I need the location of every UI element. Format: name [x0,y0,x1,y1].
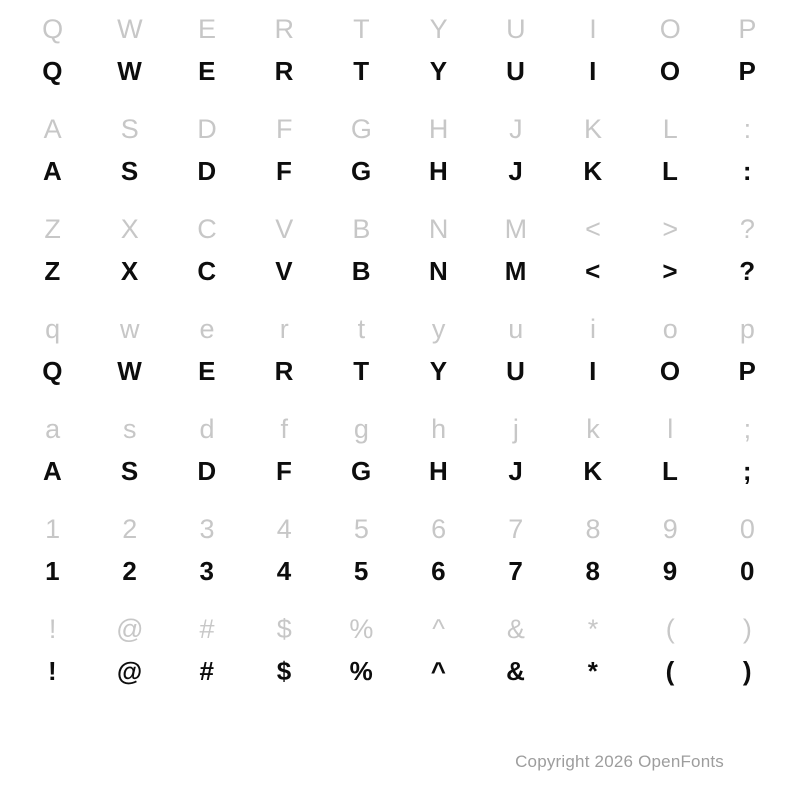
key-label-cell: e [199,314,215,344]
key-row-lower-asdf [0,406,800,454]
key-label-cell: P [738,14,757,44]
key-label-cell: M [504,214,528,244]
key-label-cell: a [45,414,61,444]
glyph-cell: T [353,356,370,386]
key-label-cell: % [349,614,374,644]
key-label-cell: 9 [662,514,678,544]
glyph-cell: O [659,56,681,86]
key-row-lower-qwerty [0,306,800,354]
glyph-cell: P [738,56,757,86]
key-label-cell: Z [44,214,61,244]
glyph-cell: U [506,56,526,86]
key-label-cell: k [586,414,600,444]
glyph-cell: D [197,156,217,186]
glyph-cell: W [117,356,143,386]
glyph-cell: L [662,456,679,486]
key-label-cell: U [506,14,526,44]
glyph-cell: A [42,156,63,186]
key-label-cell: 1 [45,514,61,544]
glyph-cell: ? [739,256,756,286]
glyph-cell: J [508,156,524,186]
key-label-cell: F [275,114,293,144]
key-label-cell: D [197,114,217,144]
key-label-cell: T [353,14,370,44]
key-label-cell: R [274,14,294,44]
glyph-cell: R [274,356,294,386]
glyph-cell: ; [742,456,753,486]
key-label-cell: ( [665,614,675,644]
key-label-cell: d [199,414,215,444]
key-label-cell: p [739,314,755,344]
glyph-row-lower-asdf [0,454,800,506]
key-label-cell: N [428,214,449,244]
glyph-cell: 8 [585,556,601,586]
key-label-cell: 7 [508,514,524,544]
glyph-cell: 0 [739,556,755,586]
glyph-cell: ( [665,656,675,686]
glyph-cell: Q [42,56,63,86]
key-label-cell: ) [742,614,752,644]
key-label-cell: f [280,414,288,444]
glyph-row-upper-qwerty [0,54,800,106]
glyph-cell: G [351,156,372,186]
key-label-cell: r [279,314,289,344]
glyph-cell: R [274,56,294,86]
key-label-cell: K [584,114,603,144]
glyph-cell: A [42,456,63,486]
glyph-cell: W [117,56,143,86]
key-label-cell: * [587,614,599,644]
key-label-cell: : [743,114,752,144]
glyph-cell: Y [429,56,448,86]
glyph-cell: F [276,456,293,486]
glyph-cell: H [428,456,449,486]
glyph-cell: V [275,256,294,286]
glyph-cell: 1 [45,556,61,586]
glyph-cell: * [587,656,599,686]
glyph-cell: U [506,356,526,386]
glyph-cell: H [428,156,449,186]
glyph-cell: ) [742,656,753,686]
glyph-cell: T [353,56,370,86]
copyright-notice: Copyright 2026 OpenFonts [515,752,724,771]
key-label-cell: H [428,114,449,144]
glyph-cell: 2 [122,556,138,586]
key-label-cell: L [662,114,678,144]
key-label-cell: y [431,314,446,344]
glyph-row-lower-qwerty [0,354,800,406]
key-label-cell: s [123,414,137,444]
key-label-cell: E [198,14,217,44]
glyph-cell: Z [44,256,61,286]
key-label-cell: J [509,114,523,144]
glyph-cell: ! [48,656,58,686]
glyph-cell: S [120,156,139,186]
glyph-cell: K [583,156,603,186]
key-label-cell: h [431,414,447,444]
glyph-cell: J [508,456,524,486]
glyph-cell: D [197,456,217,486]
glyph-cell: S [120,456,139,486]
key-row-upper-asdf [0,106,800,154]
key-label-cell: Y [429,14,448,44]
key-row-upper-zxcv [0,206,800,254]
glyph-cell: 6 [431,556,447,586]
glyph-cell: 9 [662,556,678,586]
glyph-row-symbols [0,654,800,706]
key-label-cell: I [589,14,597,44]
glyph-cell: & [506,656,526,686]
glyph-row-upper-asdf [0,154,800,206]
key-label-cell: A [43,114,62,144]
key-label-cell: # [199,614,215,644]
glyph-cell: < [585,256,601,286]
key-label-cell: ^ [432,614,445,644]
key-label-cell: 4 [276,514,292,544]
key-label-cell: V [275,214,294,244]
key-label-cell: @ [116,614,144,644]
key-label-cell: 8 [585,514,601,544]
key-label-cell: 3 [199,514,215,544]
glyph-cell: O [659,356,681,386]
key-label-cell: Q [42,14,64,44]
glyph-cell: K [583,456,603,486]
key-label-cell: 5 [353,514,369,544]
glyph-cell: > [662,256,679,286]
key-label-cell: X [120,214,139,244]
glyph-cell: I [589,356,597,386]
key-label-cell: < [585,214,601,244]
key-label-cell: t [357,314,366,344]
glyph-cell: 3 [199,556,215,586]
key-label-cell: O [659,14,681,44]
glyph-cell: Y [429,356,448,386]
key-label-cell: ! [48,614,57,644]
key-row-digits [0,506,800,554]
glyph-cell: 4 [276,556,292,586]
glyph-cell: 7 [508,556,524,586]
key-label-cell: C [197,214,217,244]
key-label-cell: o [662,314,678,344]
key-label-cell: ; [743,414,752,444]
glyph-cell: $ [276,656,292,686]
key-label-cell: 2 [122,514,138,544]
glyph-cell: : [742,156,753,186]
key-label-cell: ? [739,214,755,244]
glyph-row-upper-zxcv [0,254,800,306]
glyph-cell: F [276,156,293,186]
glyph-cell: C [197,256,217,286]
glyph-cell: B [351,256,372,286]
key-row-symbols [0,606,800,654]
key-row-upper-qwerty [0,6,800,54]
glyph-cell: M [504,256,527,286]
glyph-cell: E [198,356,216,386]
key-label-cell: W [117,14,143,44]
glyph-cell: Q [42,356,63,386]
glyph-cell: # [199,656,215,686]
key-label-cell: B [352,214,371,244]
key-label-cell: w [120,314,140,344]
key-label-cell: > [662,214,679,244]
key-label-cell: u [508,314,524,344]
key-label-cell: S [120,114,139,144]
glyph-cell: E [198,56,216,86]
key-label-cell: G [350,114,372,144]
glyph-cell: 5 [353,556,369,586]
glyph-cell: ^ [430,656,447,686]
key-label-cell: 0 [739,514,755,544]
glyph-cell: P [738,356,757,386]
key-label-cell: q [45,314,61,344]
glyph-cell: G [351,456,372,486]
glyph-cell: L [662,156,679,186]
key-label-cell: $ [276,614,292,644]
glyph-cell: I [589,56,597,86]
key-label-cell: j [512,414,519,444]
glyph-row-digits [0,554,800,606]
key-label-cell: 6 [431,514,447,544]
glyph-cell: N [428,256,449,286]
key-label-cell: g [353,414,369,444]
glyph-cell: X [120,256,139,286]
key-label-cell: & [506,614,525,644]
key-label-cell: l [667,414,674,444]
glyph-cell: % [349,656,374,686]
glyph-cell: @ [116,656,143,686]
key-label-cell: i [590,314,597,344]
